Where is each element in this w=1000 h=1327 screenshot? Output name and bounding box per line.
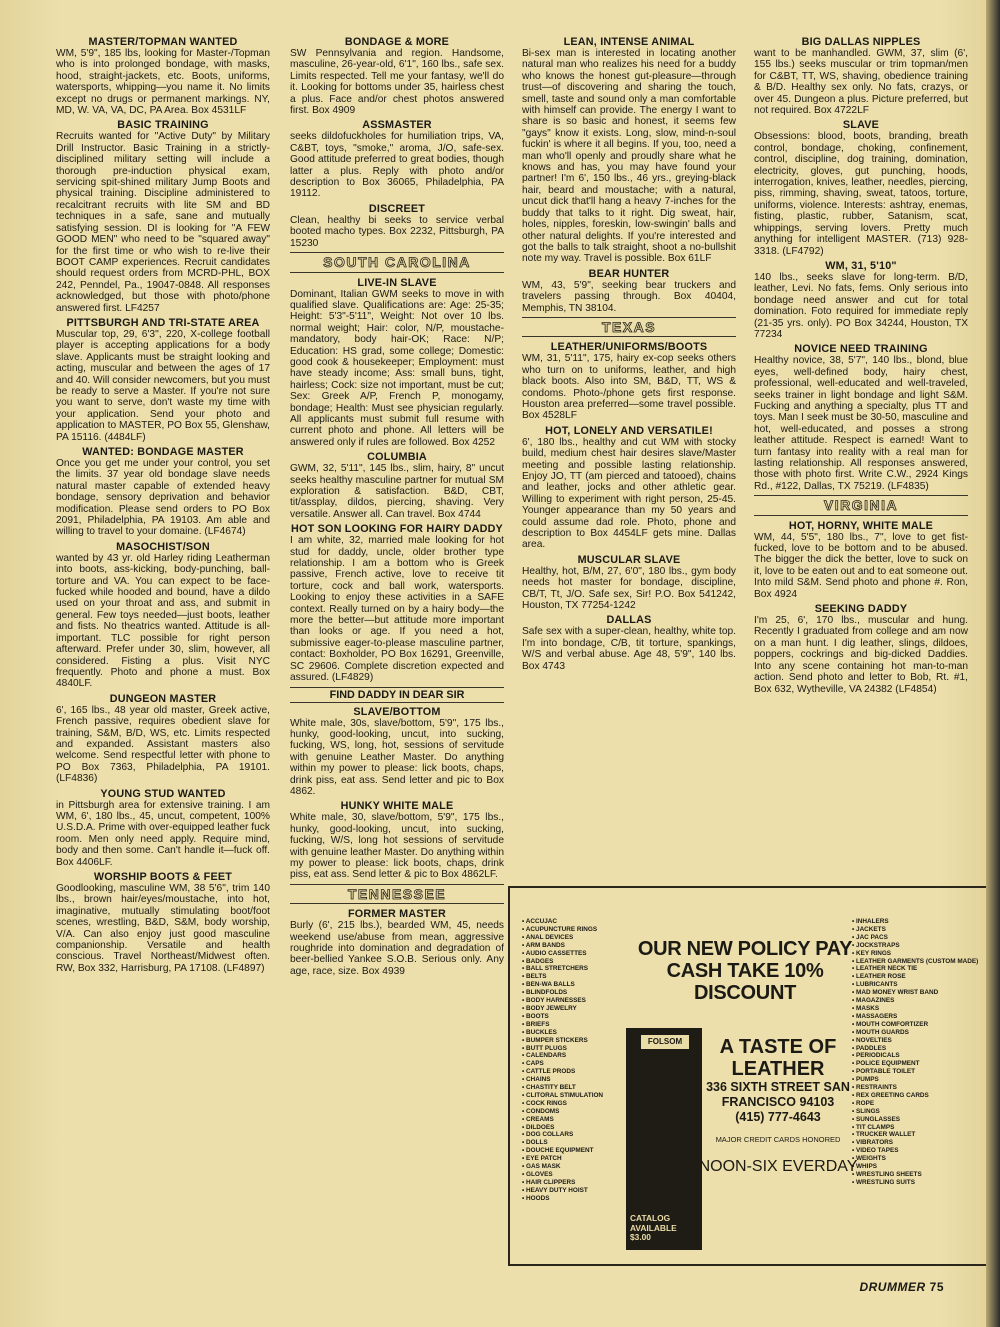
- ad-body: WM, 44, 5'5", 180 lbs., 7", love to get fist-fucked, love to be bottom and to be abused. The bigger the dick the better, love to suck on it, love to be eaten out and to eat someone out. Into mild S&M. Send photo and phone #. Ron, Box 4924: [754, 531, 968, 600]
- page-footer: [859, 1280, 944, 1294]
- ad-body: Muscular top, 29, 6'3", 220, X-college football player is accepting applications for a body slave. Applicants must be straight looking and acting, muscular and between the ages of 17 and 40. Will consider newcomers, but you must be ready to serve a Master. If you're not sure you want to serve, don't waste my time with your application. Send your photo and application to MASTER, PO Box 55, Glenshaw, PA 15116. (4484LF): [56, 328, 270, 443]
- product-item: • CATTLE PRODS: [522, 1068, 634, 1076]
- ad-body: WM, 43, 5'9", seeking bear truckers and travelers passing through. Box 40404, Memphis, TN 38104.: [522, 279, 736, 314]
- product-item: • DOUCHE EQUIPMENT: [522, 1147, 634, 1155]
- state-heading: [290, 252, 504, 272]
- ad-body: Healthy novice, 38, 5'7", 140 lbs., blond, blue eyes, well-defined body, hairy chest, professional, well-educated and well-traveled, seeks trainer in light bondage and light S&M. Fucking and anything a specialty, plus TT and toys. Man I seek must be 30-50, masculine and hot, well-educated, and posses a strong leather attitude. Respect is earned! Want to turn fantasy into reality with a real man for lasting relationship. All responses answered, those with photo first. Write C.W., 2924 Kings Rd., #122, Dallas, TX 75219. (LF4835): [754, 355, 968, 492]
- ad-body: SW Pennsylvania and region. Handsome, masculine, 26-year-old, 6'1", 160 lbs., safe sex. Limits respected. Tell me your fantasy, we'll do it. Looking for bottoms under 35, hairless chest a plus. Face and/or chest photos answered first. Box 4909: [290, 48, 504, 117]
- product-item: • KEY RINGS: [852, 950, 992, 958]
- product-item: • RESTRAINTS: [852, 1084, 992, 1092]
- page-number: 75: [929, 1280, 944, 1294]
- product-item: • DILDOES: [522, 1124, 634, 1132]
- ad-title: NOVICE NEED TRAINING: [794, 343, 928, 356]
- column-4: [754, 36, 968, 876]
- product-item: • INHALERS: [852, 918, 992, 926]
- ad-title: PITTSBURGH AND TRI-STATE AREA: [66, 316, 260, 329]
- ad-body: White male, 30, slave/bottom, 5'9", 175 lbs., hunky, good-looking, uncut, into sucking, fucking, W/S, long hot sessions of servitude with genuine leather Master. Do anything within my power to please: lick boots, chaps, drink piss, eat ass. Send letter & pic to Box 4862LF.: [290, 812, 504, 881]
- ad-title: MASOCHIST/SON: [116, 540, 210, 553]
- product-item: • MOUTH COMFORTIZER: [852, 1021, 992, 1029]
- product-item: • BUMPER STICKERS: [522, 1037, 634, 1045]
- product-item: • GLOVES: [522, 1171, 634, 1179]
- product-item: • ACCUJAC: [522, 918, 634, 926]
- ad-title: SLAVE/BOTTOM: [353, 705, 441, 718]
- product-item: • WRESTLING SHEETS: [852, 1171, 992, 1179]
- product-item: • MAGAZINES: [852, 997, 992, 1005]
- classified-ad: [290, 800, 504, 880]
- ad-title: LEAN, INTENSE ANIMAL: [563, 36, 695, 48]
- product-item: • WHIPS: [852, 1163, 992, 1171]
- classified-ad: [56, 446, 270, 538]
- product-item: • GAS MASK: [522, 1163, 634, 1171]
- product-item: • BUTT PLUGS: [522, 1045, 634, 1053]
- ad-body: GWM, 32, 5'11", 145 lbs., slim, hairy, 8" uncut seeks healthy masculine partner for mutual SM exploration & satisfaction. B&D, CBT, tit/assplay, dildos, piercing, shaving. Very versatile. Answer all. Can travel. Box 4744: [290, 463, 504, 520]
- product-item: • CONDOMS: [522, 1108, 634, 1116]
- ad-title: BIG DALLAS NIPPLES: [801, 36, 921, 48]
- credit-note: MAJOR CREDIT CARDS HONORED: [715, 1135, 841, 1144]
- ad-title: DISCREET: [368, 202, 426, 215]
- product-item: • HOODS: [522, 1195, 634, 1203]
- ad-title: FORMER MASTER: [348, 908, 446, 921]
- ad-title: HOT, LONELY AND VERSATILE!: [545, 424, 713, 437]
- product-item: • POLICE EQUIPMENT: [852, 1060, 992, 1068]
- ad-title: BEAR HUNTER: [588, 267, 670, 280]
- product-list-right: [852, 918, 992, 1187]
- magazine-name: DRUMMER: [859, 1280, 926, 1294]
- product-item: • JOCKSTRAPS: [852, 942, 992, 950]
- product-item: • PERIODICALS: [852, 1052, 992, 1060]
- ad-title: ASSMASTER: [362, 119, 432, 132]
- ad-title: BASIC TRAINING: [117, 119, 209, 132]
- product-item: • TRUCKER WALLET: [852, 1131, 992, 1139]
- product-item: • BODY HARNESSES: [522, 997, 634, 1005]
- ad-body: WM, 31, 5'11", 175, hairy ex-cop seeks others who turn on to uniforms, leather, and high black boots. Also into SM, B&D, TT, WS & condoms. Photo-/phone gets first response. Houston area preferred—some travel possible. Box 4528LF: [522, 353, 736, 422]
- product-item: • REX GREETING CARDS: [852, 1092, 992, 1100]
- product-item: • LEATHER NECK TIE: [852, 965, 992, 973]
- classified-ad: [290, 119, 504, 199]
- product-item: • LEATHER GARMENTS (CUSTOM MADE): [852, 958, 992, 966]
- classified-ad: [56, 317, 270, 443]
- ad-title: WM, 31, 5'10": [825, 259, 897, 272]
- ad-title: HOT, HORNY, WHITE MALE: [788, 519, 934, 532]
- ad-body: Burly (6', 215 lbs.), bearded WM, 45, needs weekend use/abuse from mean, aggressive roughride into domination and degradation of beer-bellied Yankee S.O.B. Serious only. Any age, race, size. Box 4939: [290, 920, 504, 977]
- product-item: • BELTS: [522, 973, 634, 981]
- product-item: • WEIGHTS: [852, 1155, 992, 1163]
- ad-body: I'm 25, 6', 170 lbs., muscular and hung. Recently I graduated from college and am now on a man hunt. I dig leather, slings, dildoes, poppers, cockrings and big-dicked Daddies. Into any scene containing hot man-to-man action. Send photo and letter to Bob, Rt. #1, Box 632, Wytheville, VA 24382 (LF4854): [754, 615, 968, 695]
- product-item: • BALL STRETCHERS: [522, 965, 634, 973]
- ad-title: LIVE-IN SLAVE: [357, 276, 437, 289]
- ad-body: seeks dildofuckholes for humiliation trips, VA, C&BT, toys, "smoke," aroma, J/O, safe-sex. Good attitude preferred to great bodies, though latter a plus. Reply with photo and/or description to Box 36065, Philadelphia, PA 19112.: [290, 131, 504, 200]
- classified-ad: [56, 36, 270, 116]
- ad-title: HOT SON LOOKING FOR HAIRY DADDY: [291, 523, 503, 536]
- product-item: • DOLLS: [522, 1139, 634, 1147]
- product-item: • ANAL DEVICES: [522, 934, 634, 942]
- ad-title: WORSHIP BOOTS & FEET: [93, 871, 233, 883]
- ad-body: Dominant, Italian GWM seeks to move in with qualified slave. Qualifications are: Age: 25-35; Height: 5'3"-5'11", Weight: Not over 10 lbs. normal weight; Hair: color, N/P, moustache-mandatory, body hair-OK; Race: N/P; Education: HS grad, some college; Domestic: good cook & housekeeper; Employment: must have steady income; Ass: small buns, tight, hairless; Cock: size not important, must be cut; Sex: Greek A/P, French P, monogamy, bondage; Health: Must see physician regularly. All applicants must submit full resume with current photo and phone. All letters will be answered only if rules are followed. Box 4252: [290, 288, 504, 448]
- ad-title: COLUMBIA: [367, 451, 427, 464]
- column-3: [522, 36, 736, 876]
- product-item: • ARM BANDS: [522, 942, 634, 950]
- classified-ad: [754, 119, 968, 256]
- product-item: • CHASTITY BELT: [522, 1084, 634, 1092]
- classified-ad: [56, 871, 270, 974]
- street-sign: FOLSOM: [640, 1034, 690, 1050]
- classified-ad: [56, 541, 270, 690]
- product-item: • DOG COLLARS: [522, 1131, 634, 1139]
- classified-ad: [290, 203, 504, 249]
- ad-body: Obsessions: blood, boots, branding, breath control, bondage, choking, confinement, control, discipline, dog training, domination, electricity, gloves, gut punching, hoods, interrogation, knives, leather, needles, piercing, piss, rimming, shaving, sweat, tatoos, torture, uniforms, violence. Interests: ashtray, enemas, fisting, plastic, rubber, Satanism, scat, whippings, serving lovers. Pretty much anything for intelligent MASTER. (713) 928-3318. (LF4792): [754, 131, 968, 257]
- product-item: • JACKETS: [852, 926, 992, 934]
- classified-ad: [290, 277, 504, 449]
- classified-ad: [56, 788, 270, 868]
- ad-title: LEATHER/UNIFORMS/BOOTS: [550, 341, 708, 354]
- classified-ad: [754, 36, 968, 116]
- product-item: • MASKS: [852, 1005, 992, 1013]
- state-heading: [522, 317, 736, 337]
- ad-body: Once you get me under your control, you set the limits. 37 year old bondage slave needs natural master capable of extended heavy bondage, sensory deprivation and behavior modification. Please send orders to PO Box 2091, Philadelphia, PA 19103. Am able and willing to travel to your domaine. (LF4674): [56, 458, 270, 538]
- product-item: • BRIEFS: [522, 1021, 634, 1029]
- ad-body: I am white, 32, married male looking for hot stud for daddy, uncle, older brother type relationship. I am a bottom who is Greek passive, French active, love to receive tit torture, cock and ball work, watersports. Looking to enjoy these activities in a SAFE context. Really turned on by a hairy body—the more the better—but attitude more important than looks or age. If you need a hot, submissive eager-to-please masculine partner, contact: Boxholder, PO Box 16291, Greenville, SC 29606. Complete discretion expected and assured. (LF4829): [290, 535, 504, 684]
- ad-title: DUNGEON MASTER: [109, 692, 217, 705]
- product-item: • NOVELTIES: [852, 1037, 992, 1045]
- store-advertisement: [508, 886, 996, 1266]
- store-phone: (415) 777-4643: [735, 1110, 821, 1124]
- policy-headline: OUR NEW POLICY PAY CASH TAKE 10% DISCOUNT: [637, 938, 853, 1004]
- classified-ad: [754, 343, 968, 492]
- product-item: • BOOTS: [522, 1013, 634, 1021]
- product-item: • CAPS: [522, 1060, 634, 1068]
- product-item: • TIT CLAMPS: [852, 1124, 992, 1132]
- product-item: • MAD MONEY WRIST BAND: [852, 989, 992, 997]
- classified-ad: [290, 908, 504, 977]
- ad-body: 6', 165 lbs., 48 year old master, Greek active, French passive, requires obedient slave for training, S&M, B/D, WS, etc. Limits respected and expanded. Assistant masters also welcome. Send respectful letter with phone to PO Box 7363, Philadelphia, PA 19101. (LF4836): [56, 704, 270, 785]
- section-banner: FIND DADDY IN DEAR SIR: [290, 687, 504, 703]
- product-item: • VIBRATORS: [852, 1139, 992, 1147]
- classified-ad: [290, 36, 504, 116]
- product-item: • WRESTLING SUITS: [852, 1179, 992, 1187]
- product-item: • CALENDARS: [522, 1052, 634, 1060]
- product-item: • AUDIO CASSETTES: [522, 950, 634, 958]
- product-item: • HEAVY DUTY HOIST: [522, 1187, 634, 1195]
- classified-ad: [522, 554, 736, 612]
- ad-title: HUNKY WHITE MALE: [340, 800, 454, 813]
- ad-title: DALLAS: [606, 614, 652, 627]
- ad-body: in Pittsburgh area for extensive training. I am WM, 6', 180 lbs., 45, uncut, competent, 100% U.S.D.A. Prime with over-equipped leather fuck room. Men only need apply. Require mind, body and then some. Can't handle it—fuck off. Box 4406LF.: [56, 799, 270, 868]
- product-item: • EYE PATCH: [522, 1155, 634, 1163]
- state-heading-text: TEXAS: [601, 318, 657, 335]
- store-info: [698, 1036, 858, 1176]
- classified-ad: [754, 603, 968, 695]
- ad-body: wanted by 43 yr. old Harley riding Leatherman into boots, ass-kicking, body-punching, ball-torture and VA. You can expect to be face-fucked while hooded and bound, have a dildo used on your throat and ass, and submit in general. Few toys needed—just boots, leather and fists. No theatrics wanted. Attitude is all-important. TLC possible for right person afterward. Prefer under 30, slim, however, all considered. Fisting a plus. Visit NYC frequently. Photo and phone a must. Box 4840LF.: [56, 552, 270, 690]
- ad-title: MUSCULAR SLAVE: [577, 553, 681, 566]
- product-item: • HAIR CLIPPERS: [522, 1179, 634, 1187]
- product-item: • VIDEO TAPES: [852, 1147, 992, 1155]
- product-item: • JAC PACS: [852, 934, 992, 942]
- state-heading-text: TENNESSEE: [347, 885, 447, 902]
- product-item: • SUNGLASSES: [852, 1116, 992, 1124]
- ad-body: Goodlooking, masculine WM, 38 5'6", trim 140 lbs., brown hair/eyes/moustache, into hot, imaginative, mutually stimulating boot/foot scenes, wrestling, B&D, S&M, body worship, V/A. Can also enjoy just good masculine companionship. Versatile and health conscious. Travel Northeast/Midwest often. RW, Box 332, Harrisburg, PA 17108. (LF4897): [56, 883, 270, 974]
- ad-title: BONDAGE & MORE: [344, 36, 450, 48]
- product-item: • BADGES: [522, 958, 634, 966]
- classified-ad: [522, 341, 736, 421]
- product-item: • BEN-WA BALLS: [522, 981, 634, 989]
- product-item: • BUCKLES: [522, 1029, 634, 1037]
- product-item: • ROPE: [852, 1100, 992, 1108]
- classified-ad: [522, 268, 736, 314]
- classified-ad: [754, 520, 968, 600]
- product-item: • SLINGS: [852, 1108, 992, 1116]
- product-item: • PORTABLE TOILET: [852, 1068, 992, 1076]
- product-list-left: [522, 918, 634, 1203]
- product-item: • PUMPS: [852, 1076, 992, 1084]
- store-address: 336 SIXTH STREET SAN FRANCISCO 94103: [706, 1080, 850, 1109]
- product-item: • ACUPUNCTURE RINGS: [522, 926, 634, 934]
- ad-title: YOUNG STUD WANTED: [100, 787, 226, 800]
- leatherman-illustration: [626, 1028, 702, 1250]
- product-item: • BLINDFOLDS: [522, 989, 634, 997]
- state-heading: [754, 495, 968, 515]
- classified-ad: [754, 260, 968, 340]
- product-item: • MOUTH GUARDS: [852, 1029, 992, 1037]
- ad-title: SLAVE: [842, 119, 880, 132]
- ad-body: 6', 180 lbs., healthy and cut WM with stocky build, medium chest hair desires slave/Master meeting and possible lasting relationship. Enjoy JO, TT (am pierced and tatooed), chains and leather, jocks and other athletic gear. Willing to experiment with right person, 25-45. Younger appearance than my 50 years and could assume dad role. Photo, phone and description to Box 4454LF gets mine. Dallas area.: [522, 436, 736, 551]
- classified-ad: [522, 425, 736, 551]
- product-item: • COCK RINGS: [522, 1100, 634, 1108]
- state-heading-text: VIRGINIA: [823, 497, 899, 514]
- ad-title: MASTER/TOPMAN WANTED: [88, 36, 238, 48]
- store-name: A TASTE OF LEATHER: [719, 1036, 837, 1080]
- product-item: • CREAMS: [522, 1116, 634, 1124]
- ad-body: White male, 30s, slave/bottom, 5'9", 175 lbs., hunky, good-looking, uncut, into sucking, fucking, WS, long, hot, sessions of servitude with genuine Leather Master. Do anything within my power to please: lick boots, chaps, drink piss, eat ass. Send letter and pic to Box 4862.: [290, 717, 504, 797]
- catalog-note: CATALOG AVAILABLE $3.00: [630, 1213, 677, 1242]
- ad-body: WM, 5'9", 185 lbs, looking for Master-/Topman who is into prolonged bondage, with masks, hood, straight-jackets, etc. Boots, uniforms, watersports, whipping—you name it. No limits except no drugs or permanent markings. NY, MD, W. VA, VA, DC, PA Area. Box 4531LF: [56, 48, 270, 117]
- ad-title: SEEKING DADDY: [814, 603, 908, 616]
- classified-ad: [56, 693, 270, 785]
- ad-title: WANTED: BONDAGE MASTER: [82, 446, 244, 458]
- store-hours: NOON-SIX EVERDAY: [698, 1158, 858, 1175]
- page-binding-edge: [986, 0, 1000, 1327]
- classified-ad: [522, 614, 736, 672]
- column-1: [56, 36, 270, 1116]
- ad-body: Bi-sex man is interested in locating another natural man who realizes his need for a buddy who knows the honest gut-pleasure—through trust—of discovering and sharing the touch, smell, taste and sound only a man comfortable with himself can provide. The energy I want to share is so basic and honest, it seems few "gays" know it exists. Long, slow, mind-n-soul fuckin' is where it all begins. If you, too, need a man who'll openly and proudly share what he knows and has, you may have found your partner! I'm 6', 150 lbs., 46 yrs., greying-black hair, beard and moustache; with a natural, uncut dick that'll hang a heavy 7-inches for the buddy that talks to it right. Dig sweat, hair, holes, nipples, foreskin, low-swingin' balls and other natural delights. If you're interested and got the balls to talk straight, shoot a no-bullshit note my way. Travel is possible. Box 61LF: [522, 48, 736, 265]
- ad-body: Healthy, hot, B/M, 27, 6'0", 180 lbs., gym body needs hot master for bondage, discipline, CB/T, Tt, J/O. Safe sex, Sir! P.O. Box 541242, Houston, TX 77254-1242: [522, 565, 736, 612]
- classified-ad: [290, 451, 504, 520]
- state-heading-text: SOUTH CAROLINA: [323, 254, 471, 271]
- product-item: • PADDLES: [852, 1045, 992, 1053]
- product-item: • LUBRICANTS: [852, 981, 992, 989]
- product-item: • CLITORAL STIMULATION: [522, 1092, 634, 1100]
- ad-body: 140 lbs., seeks slave for long-term. B/D, leather, Levi. No fats, fems. Only serious into bondage need answer and cut for total domination. Foto required for immediate reply (21-35 yrs. only). PO Box 34244, Houston, TX 77234: [754, 271, 968, 340]
- ad-body: Safe sex with a super-clean, healthy, white top. I'm into bondage, C/B, tit torture, spankings, W/S and verbal abuse. Age 48, 5'9", 140 lbs. Box 4743: [522, 626, 736, 672]
- classified-ad: [56, 119, 270, 314]
- product-item: • BODY JEWELRY: [522, 1005, 634, 1013]
- ad-body: Clean, healthy bi seeks to service verbal booted macho types. Box 2232, Pittsburgh, PA 15230: [290, 214, 504, 249]
- classified-ad: [290, 706, 504, 798]
- column-2: [290, 36, 504, 1116]
- product-item: • LEATHER ROSE: [852, 973, 992, 981]
- ad-body: want to be manhandled. GWM, 37, slim (6', 155 lbs.) seeks muscular or trim topman/men for C&BT, TT, WS, shaving, obedience training & B/D. Healthy sex only. No fats, crazys, or over 45. Dungeon a plus. Picture preferred, but not required. Box 4722LF: [754, 48, 968, 117]
- state-heading: [290, 884, 504, 904]
- ad-body: Recruits wanted for "Active Duty" by Military Drill Instructor. Basic Training in a strictly-disciplined military setting will include a thorough pre-induction physical exam, servicing spit-shined military Jump Boots and physical training. Discipline administered to recalcitrant recruits with lite SM and BD techniques in a safe, sane and mutually satisfying session. DI is looking for "A FEW GOOD MEN" who need to be "squared away" for the first time or who wish to re-live their BOOT CAMP experiences. Recruit candidates should request orders from MCRD-PHL, BOX 242, Penndel, Pa., 19047-0848. All responses acknowledged, but those with photo/phone answered first. LF4257: [56, 131, 270, 314]
- product-item: • MASSAGERS: [852, 1013, 992, 1021]
- classified-ad: [522, 36, 736, 265]
- product-item: • CHAINS: [522, 1076, 634, 1084]
- classified-ad: [290, 523, 504, 683]
